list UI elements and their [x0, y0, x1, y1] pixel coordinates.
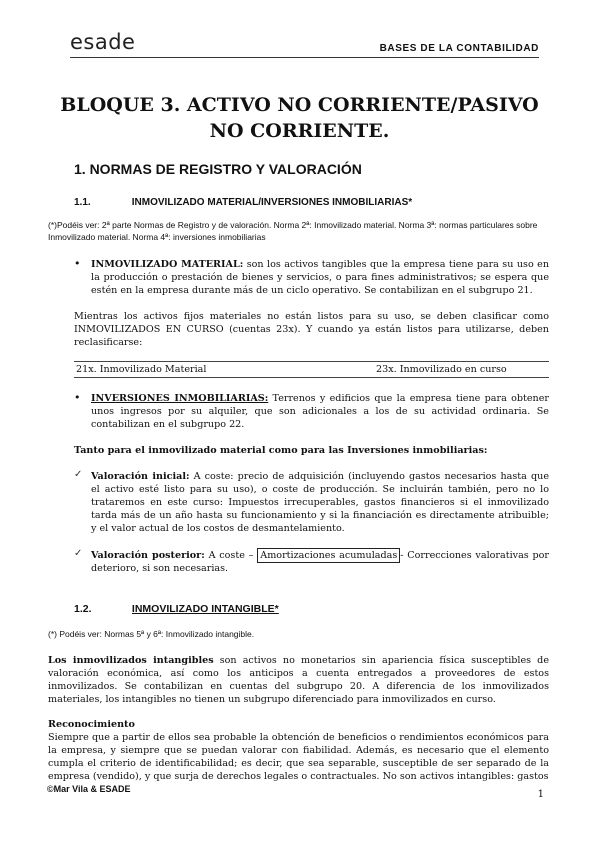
header-divider — [70, 57, 539, 58]
page-title — [50, 92, 549, 144]
subsection-number: 1.1. — [74, 197, 91, 208]
esade-logo: esade — [70, 30, 136, 54]
valoracion-inicial — [91, 470, 549, 535]
subsection-heading-1-1 — [74, 197, 412, 208]
check-text: A coste: precio de adquisición (incluyendo gastos necesarios hasta que el activo esté listo para su uso), o coste de producción. Se incluirán también, pero no lo trataremos en este curso: Impuestos irrecuperables, gastos financieros si el inmovilizado tarda más de un año hasta su funcionamiento y si la financiación es directamente atribuible; y el valor actual de los costos de desmantelamiento. — [91, 471, 549, 534]
footer-copyright: ©Mar Vila & ESADE — [47, 784, 131, 794]
check-text-pre: A coste – — [204, 550, 258, 561]
bullet-inmovilizado-material — [91, 258, 549, 297]
section-heading-1: 1. NORMAS DE REGISTRO Y VALORACIÓN — [74, 161, 362, 177]
both-heading: Tanto para el inmovilizado material como para las Inversiones inmobiliarias: — [74, 445, 488, 456]
check-label: Valoración posterior: — [91, 550, 205, 561]
checkmark-icon: ✓ — [74, 548, 83, 559]
header-title: BASES DE LA CONTABILIDAD — [379, 43, 539, 54]
valoracion-posterior — [91, 549, 549, 575]
paragraph-reconocimiento: Siempre que a partir de ellos sea probable la obtención de beneficios o rendimientos económicos para la empresa, y siempre que se puedan valorar con fiabilidad. Además, es necesario que el elemento cumpla el criterio de identificabilidad; es decir, que sea separable, susceptible de ser separado de la empresa (vendido), y que surja de derechos legales o contractuales. No son activos intangibles: gastos — [48, 732, 549, 782]
paragraph-inmovilizados-en-curso: Mientras los activos fijos materiales no están listos para su uso, se deben clasificar como INMOVILIZADOS EN CURSO (cuentas 23x). Y cuando ya están listos para utilizarse, deben reclasificarse: — [74, 311, 549, 348]
bullet-icon: • — [74, 391, 81, 404]
check-text-post: - Correcciones valorativas por deterioro, si son necesarias. — [91, 550, 550, 574]
bullet-text: Terrenos y edificios que la empresa tiene para obtener unos ingresos por su alquiler, que son adicionales a los de su actividad ordinaria. Se contabilizan en el subgrupo 22. — [91, 393, 549, 430]
bullet-label: INVERSIONES INMOBILIARIAS: — [91, 393, 269, 404]
reference-note-2: (*) Podéis ver: Normas 5ª y 6ª: Inmovilizado intangible. — [48, 629, 255, 639]
bullet-label: INMOVILIZADO MATERIAL: — [91, 259, 244, 270]
checkmark-icon: ✓ — [74, 469, 83, 480]
bullet-text: son los activos tangibles que la empresa tiene para su uso en la producción o prestación de bienes y servicios, o para fines administrativos; se espera que estén en la empresa durante más de un ciclo operativo. Se contabilizan en el subgrupo 21. — [91, 259, 549, 296]
page-title-line2: NO CORRIENTE. — [209, 120, 390, 142]
paragraph-label: Los inmovilizados intangibles — [48, 655, 214, 666]
paragraph-text: son activos no monetarios sin apariencia física susceptibles de valoración económica, así como los anticipos a cuenta entregados a proveedores de estos inmovilizados. Se contabilizan en cuentas del subgrupo 20. A diferencia de los inmovilizados materiales, los intangibles no tienen un subgrupo diferenciado para inmovilizados en curso. — [48, 655, 549, 705]
subsection-number: 1.2. — [74, 603, 92, 615]
subsection-heading-1-2 — [74, 603, 279, 615]
bullet-icon: • — [74, 257, 81, 270]
subsection-title: INMOVILIZADO INTANGIBLE* — [131, 603, 279, 615]
subsection-title: INMOVILIZADO MATERIAL/INVERSIONES INMOBILIARIAS* — [131, 197, 413, 208]
paragraph-intangibles — [48, 654, 549, 706]
page-title-line1: BLOQUE 3. ACTIVO NO CORRIENTE/PASIVO — [60, 94, 539, 116]
page-number: 1 — [537, 789, 544, 800]
reconocimiento-heading: Reconocimiento — [48, 719, 135, 730]
boxed-term: Amortizaciones acumuladas — [257, 548, 400, 563]
table-cell-right: 23x. Inmovilizado en curso — [376, 364, 507, 375]
reference-note-1: (*)Podéis ver: 2ª parte Normas de Registro y de valoración. Norma 2ª: Inmovilizado material. Norma 3ª: normas particulares sobre Inmovilizado material. Norma 4ª: inversiones inmobiliarias — [48, 220, 538, 242]
bullet-inversiones-inmobiliarias — [91, 392, 549, 431]
reclassification-table — [74, 361, 549, 378]
check-label: Valoración inicial: — [91, 471, 190, 482]
table-cell-left: 21x. Inmovilizado Material — [76, 364, 207, 375]
